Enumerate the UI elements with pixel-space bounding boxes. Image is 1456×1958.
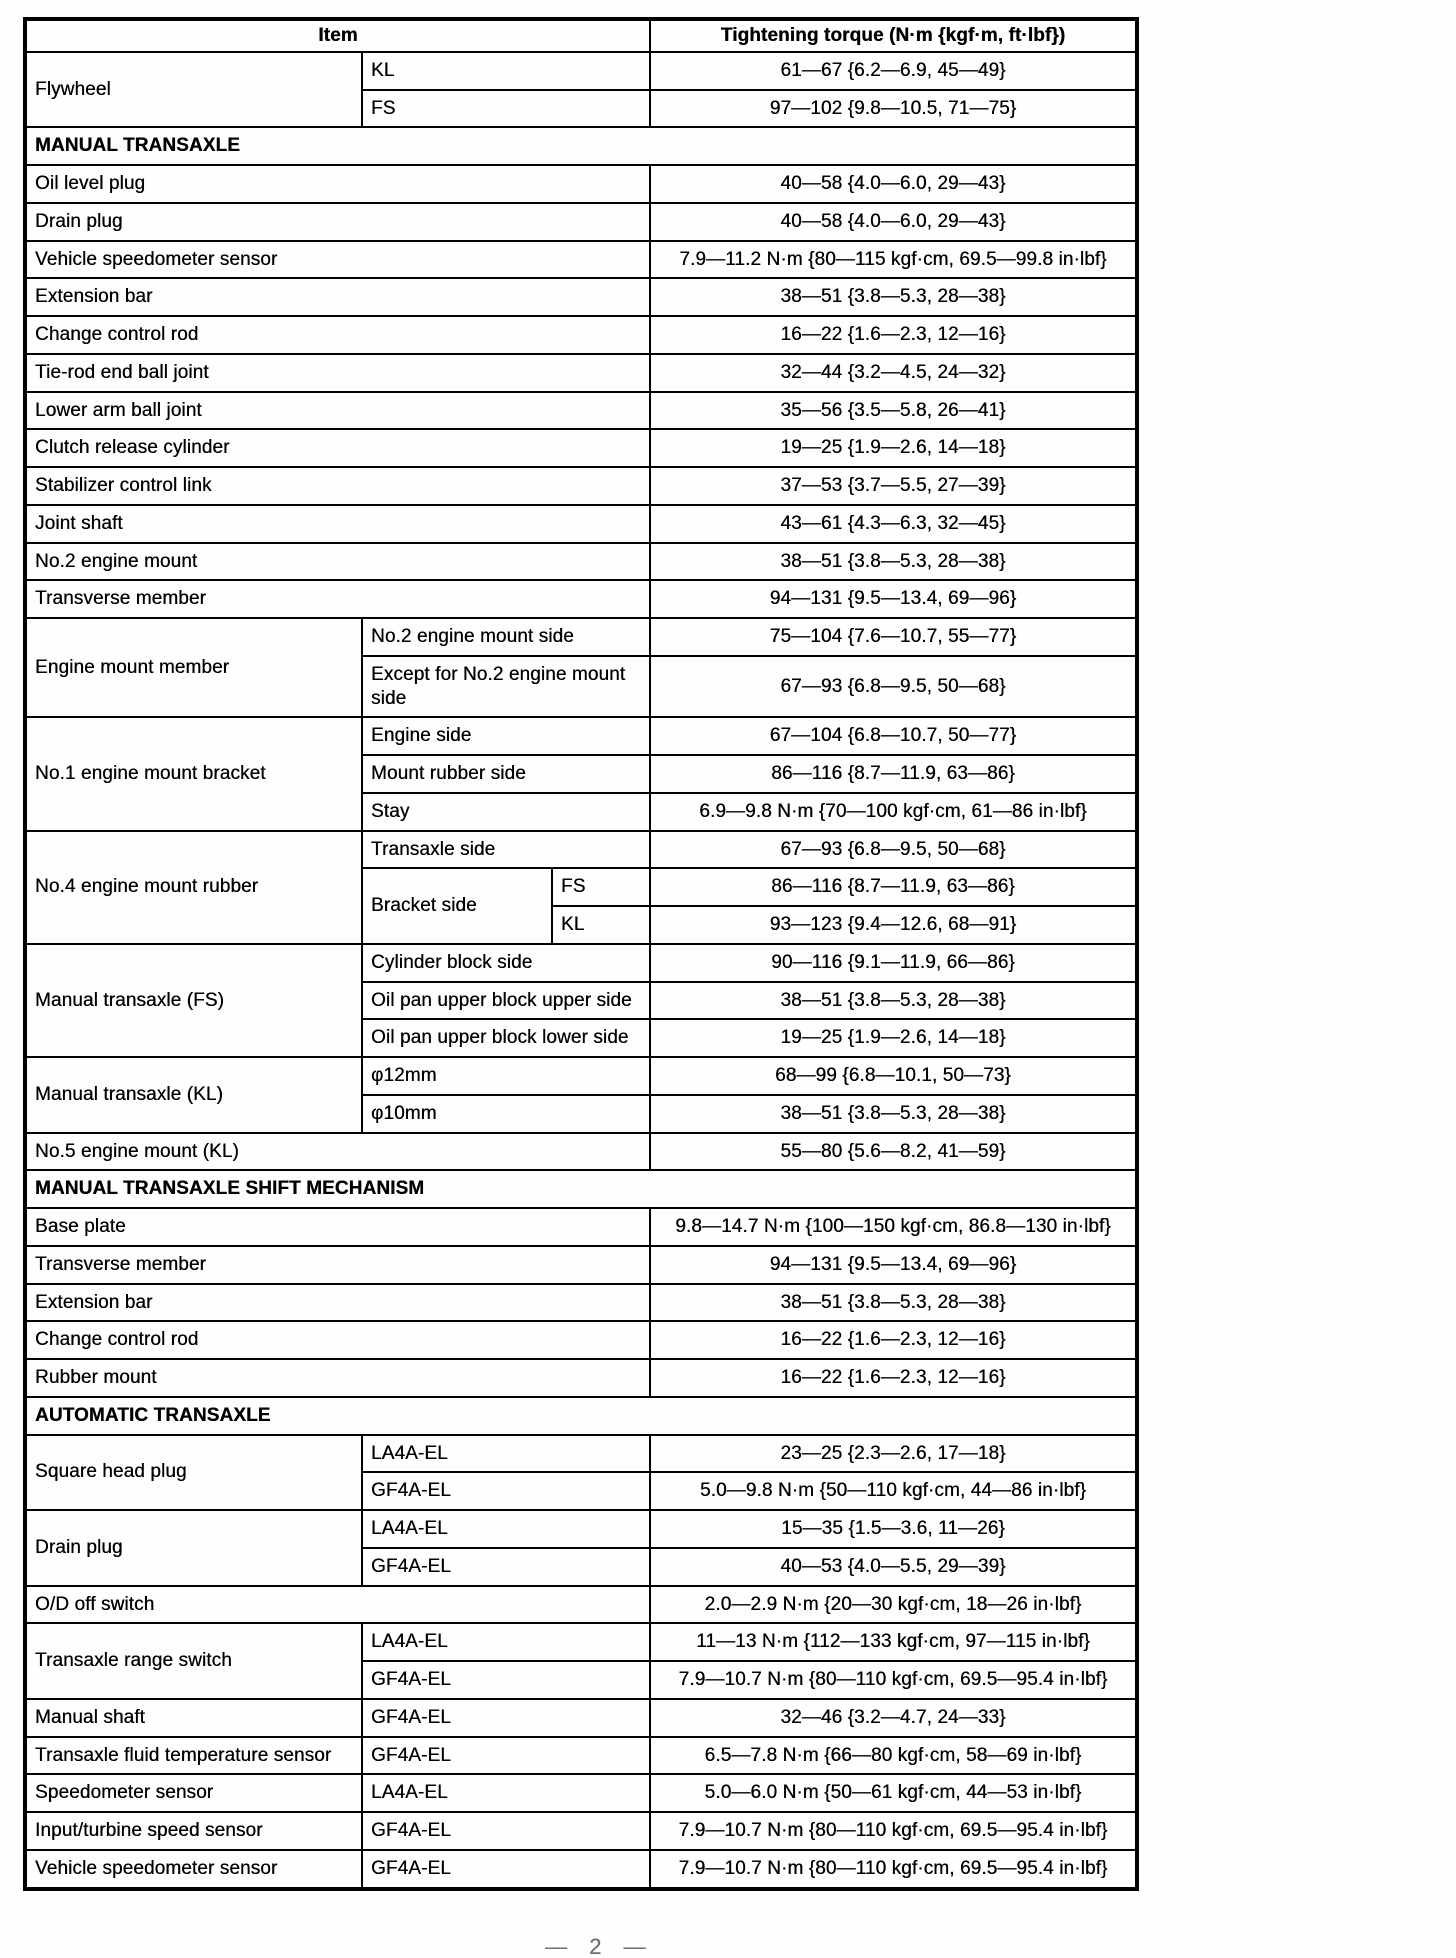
cell-sub: Cylinder block side <box>362 944 650 982</box>
cell-item: Vehicle speedometer sensor <box>25 241 650 279</box>
cell-torque: 32—46 {3.2—4.7, 24—33} <box>650 1699 1137 1737</box>
cell-sub2: FS <box>552 868 650 906</box>
cell-torque: 38—51 {3.8—5.3, 28—38} <box>650 1095 1137 1133</box>
item-column-header: Item <box>25 19 650 52</box>
cell-item: Transverse member <box>25 1246 650 1284</box>
cell-torque: 15—35 {1.5—3.6, 11—26} <box>650 1510 1137 1548</box>
cell-torque: 19—25 {1.9—2.6, 14—18} <box>650 1019 1137 1057</box>
spec-row <box>25 543 1137 581</box>
cell-torque: 40—53 {4.0—5.5, 29—39} <box>650 1548 1137 1586</box>
cell-torque: 32—44 {3.2—4.5, 24—32} <box>650 354 1137 392</box>
spec-row <box>25 1699 1137 1737</box>
cell-sub: Oil pan upper block lower side <box>362 1019 650 1057</box>
cell-item: Tie-rod end ball joint <box>25 354 650 392</box>
spec-row <box>25 1510 1137 1548</box>
cell-torque: 2.0—2.9 N·m {20—30 kgf·cm, 18—26 in·lbf} <box>650 1586 1137 1624</box>
spec-row <box>25 1586 1137 1624</box>
cell-item: Stabilizer control link <box>25 467 650 505</box>
cell-torque: 55—80 {5.6—8.2, 41—59} <box>650 1133 1137 1171</box>
cell-torque: 6.5—7.8 N·m {66—80 kgf·cm, 58—69 in·lbf} <box>650 1737 1137 1775</box>
cell-torque: 38—51 {3.8—5.3, 28—38} <box>650 543 1137 581</box>
page-footer-fragment: — 2 — <box>545 1934 654 1958</box>
cell-torque: 16—22 {1.6—2.3, 12—16} <box>650 1321 1137 1359</box>
cell-item: Speedometer sensor <box>25 1774 362 1812</box>
spec-row <box>25 429 1137 467</box>
torque-spec-table <box>23 17 1139 1891</box>
torque-column-header: Tightening torque (N·m {kgf·m, ft·lbf}) <box>650 19 1137 52</box>
cell-item: No.1 engine mount bracket <box>25 717 362 830</box>
cell-sub: KL <box>362 52 650 90</box>
cell-sub: Transaxle side <box>362 831 650 869</box>
cell-sub: GF4A-EL <box>362 1737 650 1775</box>
cell-item: No.4 engine mount rubber <box>25 831 362 944</box>
cell-torque: 7.9—10.7 N·m {80—110 kgf·cm, 69.5—95.4 in·lbf} <box>650 1850 1137 1889</box>
cell-torque: 61—67 {6.2—6.9, 45—49} <box>650 52 1137 90</box>
spec-row <box>25 241 1137 279</box>
spec-row <box>25 717 1137 755</box>
spec-row <box>25 1133 1137 1171</box>
section-row <box>25 1397 1137 1435</box>
cell-sub: φ10mm <box>362 1095 650 1133</box>
cell-torque: 67—93 {6.8—9.5, 50—68} <box>650 656 1137 718</box>
cell-torque: 97—102 {9.8—10.5, 71—75} <box>650 90 1137 128</box>
cell-item: Drain plug <box>25 203 650 241</box>
cell-torque: 94—131 {9.5—13.4, 69—96} <box>650 1246 1137 1284</box>
cell-torque: 11—13 N·m {112—133 kgf·cm, 97—115 in·lbf} <box>650 1623 1137 1661</box>
cell-item: Joint shaft <box>25 505 650 543</box>
spec-row <box>25 1850 1137 1889</box>
cell-item: Manual transaxle (FS) <box>25 944 362 1057</box>
cell-torque: 7.9—10.7 N·m {80—110 kgf·cm, 69.5—95.4 in·lbf} <box>650 1812 1137 1850</box>
cell-sub: Engine side <box>362 717 650 755</box>
cell-item: Lower arm ball joint <box>25 392 650 430</box>
cell-torque: 5.0—9.8 N·m {50—110 kgf·cm, 44—86 in·lbf} <box>650 1472 1137 1510</box>
spec-row <box>25 203 1137 241</box>
cell-item: Extension bar <box>25 278 650 316</box>
cell-sub: Stay <box>362 793 650 831</box>
cell-torque: 5.0—6.0 N·m {50—61 kgf·cm, 44—53 in·lbf} <box>650 1774 1137 1812</box>
cell-torque: 16—22 {1.6—2.3, 12—16} <box>650 316 1137 354</box>
cell-torque: 86—116 {8.7—11.9, 63—86} <box>650 755 1137 793</box>
cell-item: Square head plug <box>25 1435 362 1511</box>
cell-torque: 6.9—9.8 N·m {70—100 kgf·cm, 61—86 in·lbf} <box>650 793 1137 831</box>
cell-torque: 86—116 {8.7—11.9, 63—86} <box>650 868 1137 906</box>
cell-item: Clutch release cylinder <box>25 429 650 467</box>
cell-item: Transaxle range switch <box>25 1623 362 1699</box>
cell-sub: FS <box>362 90 650 128</box>
cell-item: Input/turbine speed sensor <box>25 1812 362 1850</box>
cell-torque: 7.9—11.2 N·m {80—115 kgf·cm, 69.5—99.8 in·lbf} <box>650 241 1137 279</box>
cell-item: Oil level plug <box>25 165 650 203</box>
cell-torque: 9.8—14.7 N·m {100—150 kgf·cm, 86.8—130 in·lbf} <box>650 1208 1137 1246</box>
cell-item: Drain plug <box>25 1510 362 1586</box>
cell-sub: Oil pan upper block upper side <box>362 982 650 1020</box>
spec-row <box>25 1774 1137 1812</box>
cell-torque: 40—58 {4.0—6.0, 29—43} <box>650 203 1137 241</box>
spec-row <box>25 1435 1137 1473</box>
spec-row <box>25 505 1137 543</box>
table-body <box>25 52 1137 1889</box>
cell-torque: 7.9—10.7 N·m {80—110 kgf·cm, 69.5—95.4 in·lbf} <box>650 1661 1137 1699</box>
cell-torque: 67—104 {6.8—10.7, 50—77} <box>650 717 1137 755</box>
table-header-row <box>25 19 1137 52</box>
cell-torque: 37—53 {3.7—5.5, 27—39} <box>650 467 1137 505</box>
spec-row <box>25 1208 1137 1246</box>
cell-item: No.2 engine mount <box>25 543 650 581</box>
cell-torque: 90—116 {9.1—11.9, 66—86} <box>650 944 1137 982</box>
cell-sub: LA4A-EL <box>362 1774 650 1812</box>
cell-sub: GF4A-EL <box>362 1850 650 1889</box>
cell-torque: 75—104 {7.6—10.7, 55—77} <box>650 618 1137 656</box>
cell-item: O/D off switch <box>25 1586 650 1624</box>
cell-sub: Bracket side <box>362 868 552 944</box>
cell-sub: GF4A-EL <box>362 1699 650 1737</box>
cell-item: No.5 engine mount (KL) <box>25 1133 650 1171</box>
cell-item: Base plate <box>25 1208 650 1246</box>
cell-item: Rubber mount <box>25 1359 650 1397</box>
spec-row <box>25 354 1137 392</box>
cell-sub: LA4A-EL <box>362 1623 650 1661</box>
cell-sub: LA4A-EL <box>362 1510 650 1548</box>
cell-item: Engine mount member <box>25 618 362 717</box>
spec-row <box>25 1737 1137 1775</box>
cell-sub: GF4A-EL <box>362 1661 650 1699</box>
spec-row <box>25 1359 1137 1397</box>
cell-torque: 94—131 {9.5—13.4, 69—96} <box>650 580 1137 618</box>
cell-torque: 68—99 {6.8—10.1, 50—73} <box>650 1057 1137 1095</box>
spec-row <box>25 831 1137 869</box>
cell-torque: 38—51 {3.8—5.3, 28—38} <box>650 982 1137 1020</box>
cell-item: Manual transaxle (KL) <box>25 1057 362 1133</box>
spec-row <box>25 618 1137 656</box>
section-title: AUTOMATIC TRANSAXLE <box>25 1397 1137 1435</box>
spec-row <box>25 392 1137 430</box>
cell-torque: 67—93 {6.8—9.5, 50—68} <box>650 831 1137 869</box>
cell-sub2: KL <box>552 906 650 944</box>
cell-item: Manual shaft <box>25 1699 362 1737</box>
cell-torque: 43—61 {4.3—6.3, 32—45} <box>650 505 1137 543</box>
section-title: MANUAL TRANSAXLE <box>25 127 1137 165</box>
cell-item: Change control rod <box>25 316 650 354</box>
cell-torque: 40—58 {4.0—6.0, 29—43} <box>650 165 1137 203</box>
cell-torque: 93—123 {9.4—12.6, 68—91} <box>650 906 1137 944</box>
cell-torque: 38—51 {3.8—5.3, 28—38} <box>650 278 1137 316</box>
cell-sub: GF4A-EL <box>362 1812 650 1850</box>
cell-torque: 35—56 {3.5—5.8, 26—41} <box>650 392 1137 430</box>
cell-sub: φ12mm <box>362 1057 650 1095</box>
spec-row <box>25 1321 1137 1359</box>
section-row <box>25 127 1137 165</box>
cell-sub: GF4A-EL <box>362 1548 650 1586</box>
cell-sub: No.2 engine mount side <box>362 618 650 656</box>
cell-torque: 19—25 {1.9—2.6, 14—18} <box>650 429 1137 467</box>
cell-torque: 16—22 {1.6—2.3, 12—16} <box>650 1359 1137 1397</box>
cell-torque: 23—25 {2.3—2.6, 17—18} <box>650 1435 1137 1473</box>
spec-row <box>25 1623 1137 1661</box>
spec-row <box>25 278 1137 316</box>
cell-torque: 38—51 {3.8—5.3, 28—38} <box>650 1284 1137 1322</box>
cell-sub: LA4A-EL <box>362 1435 650 1473</box>
spec-row <box>25 467 1137 505</box>
section-title: MANUAL TRANSAXLE SHIFT MECHANISM <box>25 1170 1137 1208</box>
cell-item: Vehicle speedometer sensor <box>25 1850 362 1889</box>
spec-row <box>25 1057 1137 1095</box>
cell-sub: Except for No.2 engine mount side <box>362 656 650 718</box>
spec-row <box>25 1246 1137 1284</box>
spec-row <box>25 944 1137 982</box>
cell-item: Transaxle fluid temperature sensor <box>25 1737 362 1775</box>
cell-item: Flywheel <box>25 52 362 128</box>
spec-row <box>25 165 1137 203</box>
cell-sub: Mount rubber side <box>362 755 650 793</box>
spec-row <box>25 316 1137 354</box>
spec-row <box>25 1812 1137 1850</box>
section-row <box>25 1170 1137 1208</box>
spec-row <box>25 580 1137 618</box>
spec-row <box>25 52 1137 90</box>
cell-item: Change control rod <box>25 1321 650 1359</box>
cell-sub: GF4A-EL <box>362 1472 650 1510</box>
cell-item: Transverse member <box>25 580 650 618</box>
spec-row <box>25 1284 1137 1322</box>
cell-item: Extension bar <box>25 1284 650 1322</box>
